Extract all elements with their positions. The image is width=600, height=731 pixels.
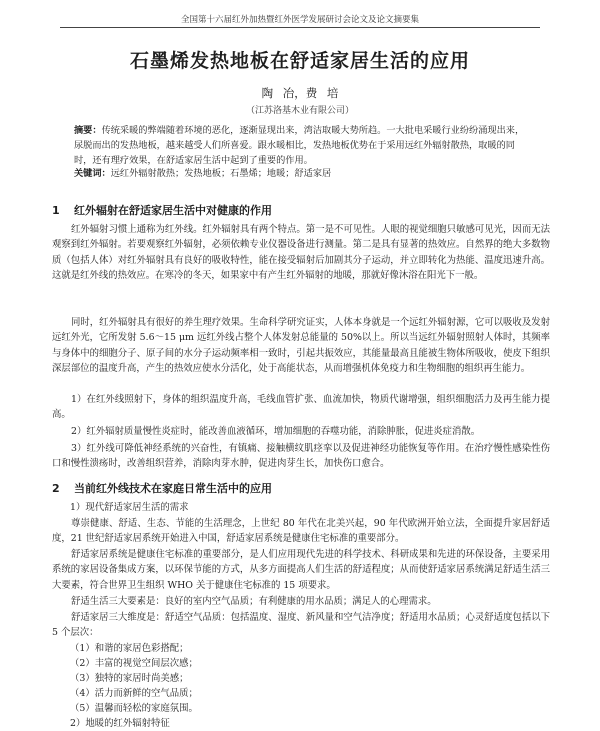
list-item: （2）丰富的视觉空间层次感； [70,658,198,669]
section-1-heading [52,202,548,218]
section-2-title: 当前红外线技术在家庭日常生活中的应用 [74,482,272,495]
authors: 陶 冶，费 培 [261,86,339,100]
abstract-text: 传统采暖的弊端随着环境的恶化，逐渐显现出来，湾洁取暖大势所趋。一大批电采暖行业纷纷涌现出来，尿脱而出的发热地板，越来越受人们所喜爱。跟水暖相比，发热地板优势在于采用远红外辐射散热，取暖的同时，还有理疗效果，在舒适家居生活中起到了重要的作用。 [74,125,525,166]
section-1-paragraph-2: 同时，红外辐射具有很好的养生理疗效果。生命科学研究证实，人体本身就是一个远红外辐射源，它可以吸收及发射远红外光，它所发射 5.6～15 μm 远红外线占整个人体发射总能量的 50%以上。所以当远红外辐射照射人体时，其频率与身体中的细胞分子、原子间的水分子运动频率相一致时，引起共振效应，其能量最高且能被生物体所吸收，使皮下组织深层部位的温度升高，产生的热效应使水分活化，处于高能状态，从而增强机体免疫力和生物细胞的组织再生能力。 [52,317,550,375]
section-1-number: 1 [52,204,60,217]
section-1-paragraph-1: 红外辐射习惯上通称为红外线。红外辐射具有两个特点。第一是不可见性。人眼的视觉细胞只敏感可见光，因而无法观察到红外辐射。若要观察红外辐射，必须依赖专业仪器设备进行测量。第二是具有显著的热效应。自然界的绝大多数物质（包括人体）对红外辐射具有良好的吸收特性，能在接受辐射后加剧其分子运动，并立即转化为热能、温度迅速升高。这就是红外线的热效应。在寒冷的冬天，如果家中有产生红外辐射的地暖，那就好像沐浴在阳光下一般。 [52,224,550,282]
section-2-paragraph-2: 舒适家居系统是健康住宅标准的重要部分，是人们应用现代先进的科学技术、科研成果和先进的环保设备，主要采用系统的家居设备集成方案，以环保节能的方式，从多方面提高人们生活的舒适程度；从而使舒适家居系统满足舒适生活三大要素，符合世界卫生组织 WHO 关于健康住宅标准的 15 项要求。 [52,549,550,591]
list-item: （5）温馨而轻松的家庭氛围。 [70,703,198,714]
section-2-paragraph-3: 舒适生活三大要素是：良好的室内空气品质；有利健康的用水品质；满足人的心理需求。 [71,596,437,607]
list-item: （4）活力而新鲜的空气品质； [70,688,198,699]
header-rule [60,27,540,28]
running-header: 全国第十六届红外加热暨红外医学发展研讨会论文及论文摘要集 [180,15,419,25]
section-2-subheading-2: 2）地暖的红外辐射特征 [70,718,170,729]
section-2-heading [52,480,548,496]
section-2-paragraph-4: 舒适家居三大维度是：舒适空气品质：包括温度、湿度、新风量和空气洁净度；舒适用水品质；心灵舒适度包括以下 5 个层次： [52,612,550,639]
section-1-item-1: 1）在红外线照射下，身体的组织温度升高，毛线血管扩张、血流加快，物质代谢增强，组织细胞活力及再生能力提高。 [52,394,550,421]
paper-title: 石墨烯发热地板在舒适家居生活的应用 [129,50,470,72]
list-item: （3）独特的家居时尚美感； [70,673,189,684]
section-1-item-3: 3）红外线可降低神经系统的兴奋性，有镇痛、接触横纹肌痉挛以及促进神经功能恢复等作用。在治疗慢性感染性伤口和慢性溃疡时，改善组织营养，消除肉芽水肿，促进肉芽生长，加快伤口愈合。 [52,443,550,470]
list-item: （1）和谐的家居色彩搭配； [70,643,189,654]
keywords-label: 关键词： [74,168,111,179]
section-2-number: 2 [52,482,60,495]
section-2-paragraph-1: 尊崇健康、舒适、生态、节能的生活理念，上世纪 80 年代在北美兴起，90 年代欧洲开始立法，全面提升家居舒适度，21 世纪舒适家居系统开始进入中国，舒适家居系统是健康住宅标准的重要部分。 [52,518,550,545]
abstract [74,123,530,168]
affiliation: （江苏洛基木业有限公司） [245,106,354,116]
section-1-item-2: 2）红外辐射质量慢性炎症时，能改善血液循环，增加细胞的吞噬功能，消除肿胀，促进炎症消散。 [71,426,481,437]
keywords [74,167,530,181]
keywords-text: 远红外辐射散热；发热地板；石墨烯；地暖；舒适家居 [110,168,332,179]
abstract-label: 摘要： [74,125,102,136]
section-2-subheading-1: 1）现代舒适家居生活的需求 [70,502,189,513]
section-1-title: 红外辐射在舒适家居生活中对健康的作用 [74,204,272,217]
